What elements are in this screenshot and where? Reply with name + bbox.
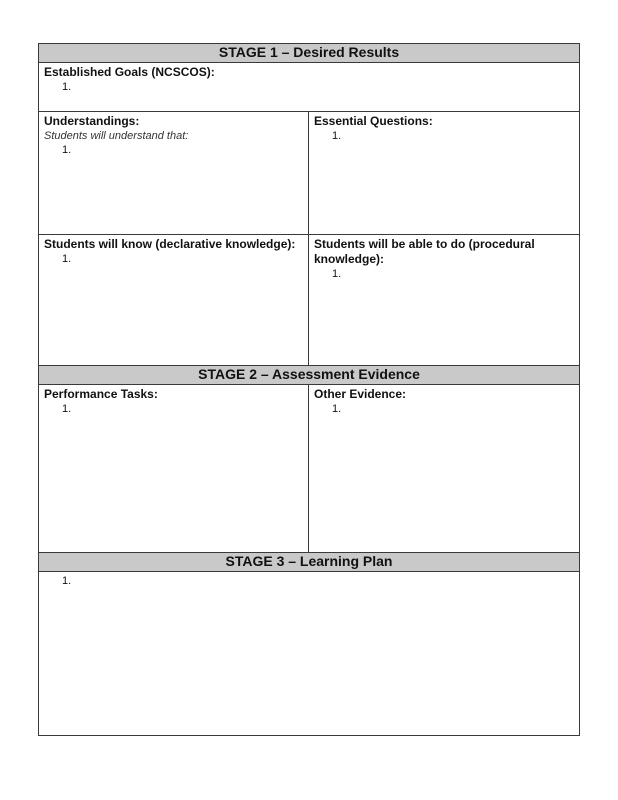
learning-plan-item: 1. (62, 575, 72, 587)
know-item: 1. (62, 253, 72, 265)
understandings-cell[interactable] (39, 112, 309, 234)
performance-tasks-label: Performance Tasks: (44, 387, 158, 401)
essential-questions-cell[interactable] (309, 112, 579, 234)
stage1-title: STAGE 1 – Desired Results (218, 44, 400, 60)
evidence-row (39, 385, 579, 553)
other-evidence-item: 1. (332, 403, 342, 415)
performance-tasks-item: 1. (62, 403, 72, 415)
understandings-row (39, 112, 579, 235)
other-evidence-label: Other Evidence: (314, 387, 407, 401)
stage2-header (39, 366, 579, 385)
goals-label: Established Goals (NCSCOS): (44, 65, 215, 79)
do-item: 1. (332, 268, 342, 280)
other-evidence-cell[interactable] (309, 385, 579, 552)
stage3-title: STAGE 3 – Learning Plan (225, 553, 393, 569)
goals-item: 1. (62, 81, 72, 93)
performance-tasks-cell[interactable] (39, 385, 309, 552)
ubd-template-table (38, 43, 580, 736)
stage2-title: STAGE 2 – Assessment Evidence (198, 366, 420, 382)
learning-plan-cell[interactable] (39, 572, 579, 735)
stage3-header (39, 553, 579, 572)
understandings-subtitle: Students will understand that: (44, 130, 189, 142)
essential-questions-item: 1. (332, 130, 342, 142)
stage1-header (39, 44, 579, 63)
do-cell[interactable] (309, 235, 579, 365)
learning-plan-row (39, 572, 579, 735)
essential-questions-label: Essential Questions: (314, 114, 433, 128)
understandings-label: Understandings: (44, 114, 140, 128)
do-label: Students will be able to do (procedural knowledge): (314, 237, 535, 266)
know-cell[interactable] (39, 235, 309, 365)
know-do-row (39, 235, 579, 366)
goals-cell[interactable] (39, 63, 579, 111)
understandings-item: 1. (62, 144, 72, 156)
know-label: Students will know (declarative knowledge): (44, 237, 296, 251)
goals-row (39, 63, 579, 112)
